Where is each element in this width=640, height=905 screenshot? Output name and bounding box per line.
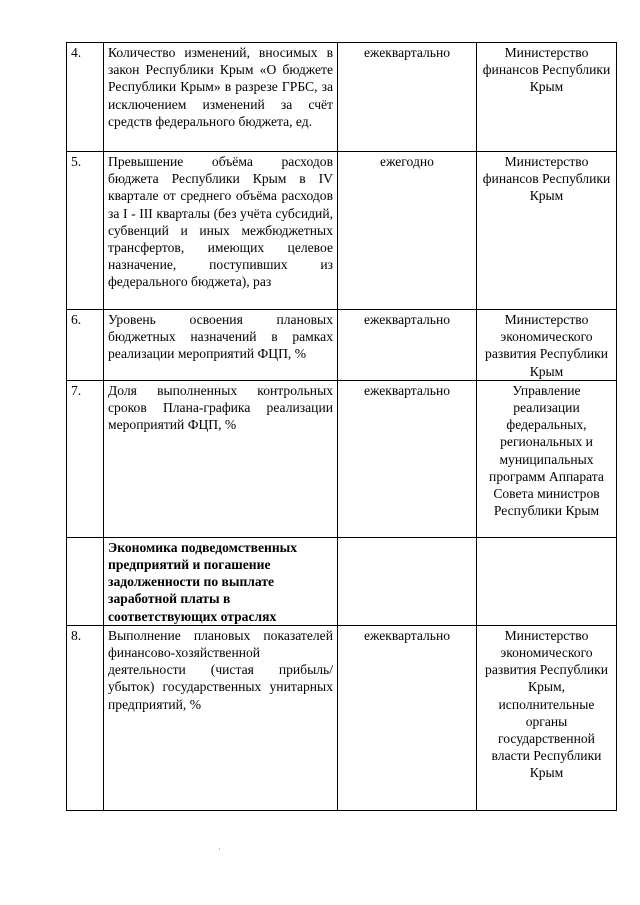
empty-cell bbox=[477, 537, 617, 625]
row-number: 4. bbox=[67, 43, 104, 152]
responsible-body: Министерство экономического развития Республики Крым bbox=[477, 310, 617, 381]
indicators-table bbox=[66, 42, 617, 811]
responsible-body: Министерство финансов Республики Крым bbox=[477, 43, 617, 152]
table-row bbox=[67, 625, 617, 810]
scan-speck bbox=[219, 848, 220, 850]
indicator-text: Уровень освоения плановых бюджетных назначений в рамках реализации мероприятий ФЦП, % bbox=[104, 310, 338, 381]
table-row bbox=[67, 380, 617, 537]
section-row bbox=[67, 537, 617, 625]
table-row bbox=[67, 43, 617, 152]
row-number: 5. bbox=[67, 152, 104, 310]
indicator-text: Выполнение плановых показателей финансово-хозяйственной деятельности (чистая прибыль/убыток) государственных унитарных предприятий, % bbox=[104, 625, 338, 810]
indicator-text: Превышение объёма расходов бюджета Республики Крым в IV квартале от среднего объёма расходов за I - III кварталы (без учёта субсидий, субвенций и иных межбюджетных трансфертов, имеющих целевое назначение, поступивших из федерального бюджета), раз bbox=[104, 152, 338, 310]
table-row bbox=[67, 310, 617, 381]
indicator-text: Количество изменений, вносимых в закон Республики Крым «О бюджете Республики Крым» в разрезе ГРБС, за исключением изменений за счёт средств федерального бюджета, ед. bbox=[104, 43, 338, 152]
periodicity: ежегодно bbox=[338, 152, 477, 310]
periodicity: ежеквартально bbox=[338, 625, 477, 810]
empty-cell bbox=[67, 537, 104, 625]
responsible-body: Министерство финансов Республики Крым bbox=[477, 152, 617, 310]
responsible-body: Управление реализации федеральных, региональных и муниципальных программ Аппарата Совета министров Республики Крым bbox=[477, 380, 617, 537]
row-number: 7. bbox=[67, 380, 104, 537]
row-number: 8. bbox=[67, 625, 104, 810]
section-title: Экономика подведомственных предприятий и погашение задолженности по выплате заработной платы в соответствующих отраслях bbox=[104, 537, 338, 625]
periodicity: ежеквартально bbox=[338, 310, 477, 381]
table-row bbox=[67, 152, 617, 310]
row-number: 6. bbox=[67, 310, 104, 381]
periodicity: ежеквартально bbox=[338, 380, 477, 537]
indicator-text: Доля выполненных контрольных сроков Плана-графика реализации мероприятий ФЦП, % bbox=[104, 380, 338, 537]
responsible-body: Министерство экономического развития Республики Крым, исполнительные органы государственной власти Республики Крым bbox=[477, 625, 617, 810]
periodicity: ежеквартально bbox=[338, 43, 477, 152]
empty-cell bbox=[338, 537, 477, 625]
